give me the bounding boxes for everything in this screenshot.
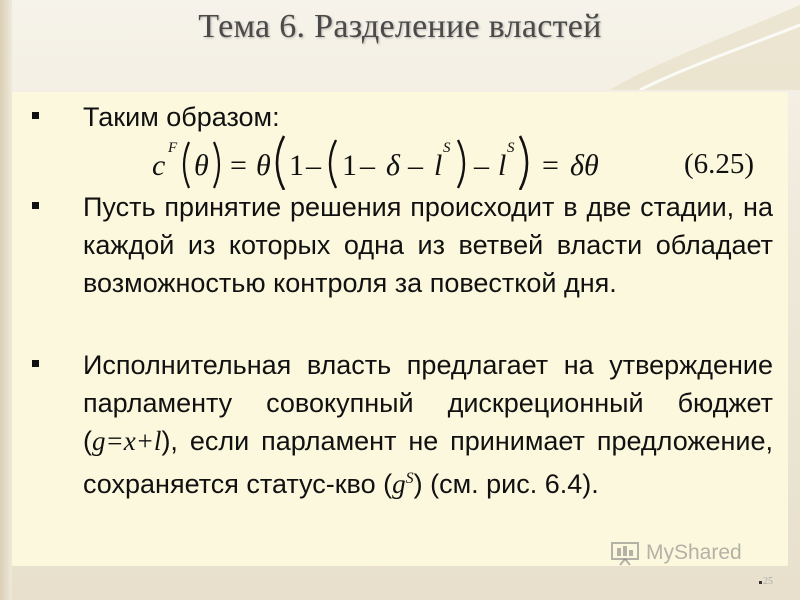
formula-theta-1: θ bbox=[194, 149, 209, 182]
bullet-text-1: Таким образом: bbox=[83, 102, 280, 132]
bullet-text-2: Пусть принятие решения происходит в две стадии, на каждой из которых одна из ветвей власти обладает возможностью контроля за повесткой дня. bbox=[83, 192, 773, 298]
slide-title: Тема 6. Разделение властей bbox=[198, 8, 602, 45]
watermark-text: MyShared bbox=[646, 541, 742, 564]
formula-l-2: l bbox=[498, 149, 507, 182]
equation-number: (6.25) bbox=[684, 148, 755, 180]
bullet-3-part-3: ) (см. рис. 6.4). bbox=[413, 469, 599, 499]
status-quo-sup: S bbox=[405, 470, 414, 487]
bullet-3-part-1: Исполнительная власть предлагает на утверждение парламенту совокупный дискреционный бюджет ( bbox=[83, 350, 773, 456]
formula-minus-1: – bbox=[306, 149, 321, 182]
status-quo-g: g bbox=[392, 469, 406, 499]
formula-c-sup: F bbox=[168, 140, 178, 156]
formula-one-1: 1 bbox=[289, 149, 304, 182]
formula-minus-4: – bbox=[474, 149, 489, 182]
budget-expression: g=x+l bbox=[92, 426, 162, 456]
formula-one-2: 1 bbox=[342, 149, 357, 182]
watermark bbox=[610, 538, 742, 568]
formula-delta-1: δ bbox=[386, 149, 400, 182]
slide-number: 25 bbox=[763, 576, 773, 587]
formula-result: δθ bbox=[570, 149, 599, 182]
formula-l-sup-2: S bbox=[507, 140, 515, 156]
formula-l-sup-1: S bbox=[443, 140, 451, 156]
formula-6-25 bbox=[152, 130, 652, 190]
formula-eq-1: = bbox=[230, 149, 247, 182]
formula-theta-2: θ bbox=[256, 149, 271, 182]
formula-c: c bbox=[152, 149, 166, 182]
bullet-marker bbox=[32, 202, 39, 209]
formula-minus-2: – bbox=[360, 149, 375, 182]
footer-bullet bbox=[759, 581, 762, 584]
formula-minus-3: – bbox=[408, 149, 423, 182]
bullet-marker bbox=[32, 360, 39, 367]
bullet-marker bbox=[32, 112, 39, 119]
presentation-icon bbox=[610, 540, 640, 566]
formula-l-1: l bbox=[434, 149, 443, 182]
left-decor-strip bbox=[0, 0, 12, 600]
formula-eq-2: = bbox=[542, 149, 559, 182]
bullet-3-part-2: ), если парламент не принимает предложение, сохраняется статус-кво ( bbox=[83, 426, 773, 499]
bullet-text-3 bbox=[83, 346, 773, 503]
